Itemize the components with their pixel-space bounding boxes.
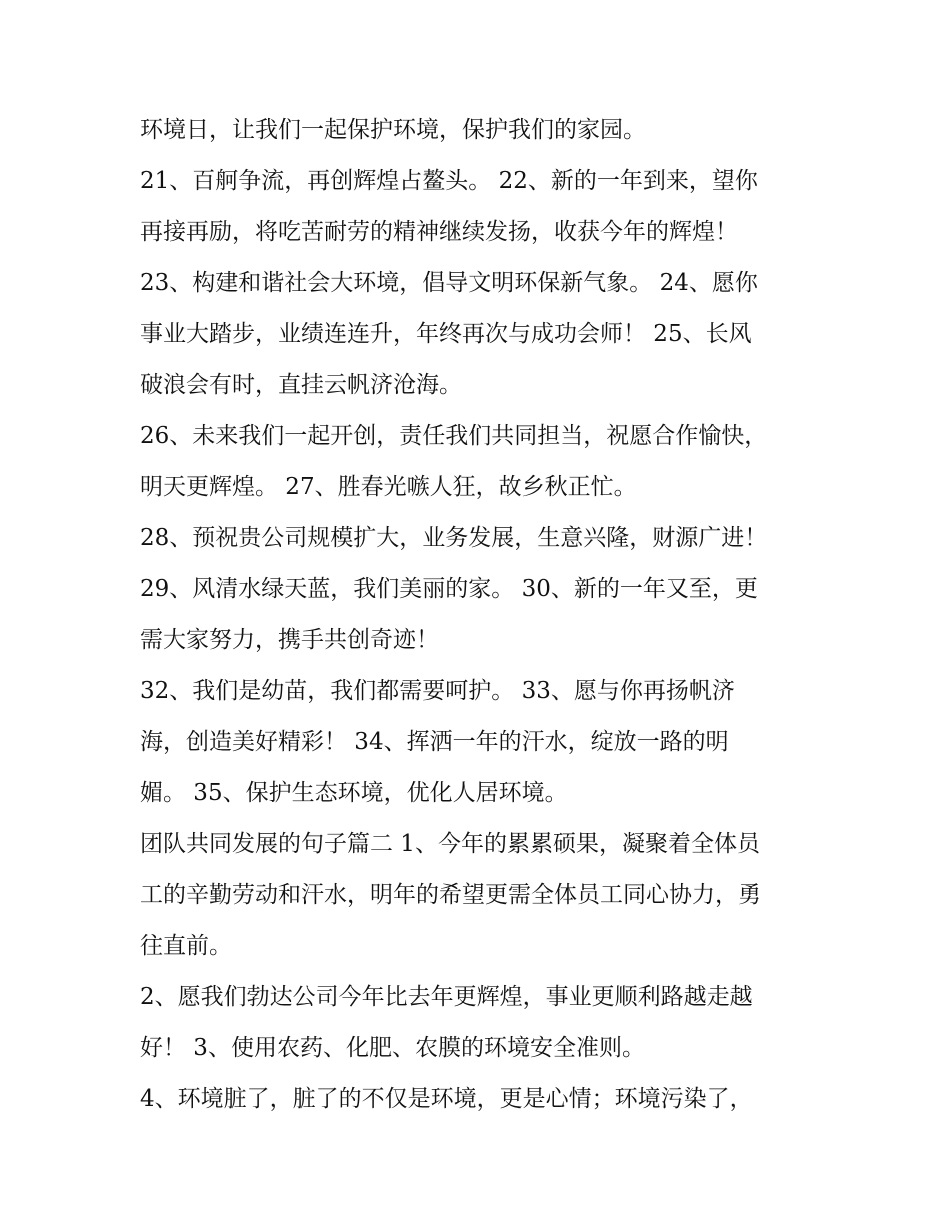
text-line: 再接再励，将吃苦耐劳的精神继续发扬，收获今年的辉煌！ xyxy=(140,219,738,245)
text-line: 28、预祝贵公司规模扩大，业务发展，生意兴隆，财源广进！ xyxy=(140,525,768,551)
text-line: 好！ 3、使用农药、化肥、农膜的环境安全准则。 xyxy=(140,1035,645,1061)
document-body xyxy=(140,105,830,1125)
text-line: 4、环境脏了，脏了的不仅是环境，更是心情；环境污染了， xyxy=(140,1086,753,1112)
text-line: 媚。 35、保护生态环境，优化人居环境。 xyxy=(140,780,568,806)
text-line: 团队共同发展的句子篇二 1、今年的累累硕果，凝聚着全体员 xyxy=(140,831,760,857)
text-line: 工的辛勤劳动和汗水，明年的希望更需全体员工同心协力，勇 xyxy=(140,882,761,908)
text-line: 事业大踏步，业绩连连升，年终再次与成功会师！ 25、长风 xyxy=(140,321,752,347)
text-line: 需大家努力，携手共创奇迹！ xyxy=(140,627,439,653)
text-line: 29、风清水绿天蓝，我们美丽的家。 30、新的一年又至，更 xyxy=(140,576,758,602)
text-line: 23、构建和谐社会大环境，倡导文明环保新气象。 24、愿你 xyxy=(140,270,758,296)
text-line: 32、我们是幼苗，我们都需要呵护。 33、愿与你再扬帆济 xyxy=(140,678,735,704)
text-line: 往直前。 xyxy=(140,933,232,959)
text-line: 破浪会有时，直挂云帆济沧海。 xyxy=(140,372,462,398)
text-line: 21、百舸争流，再创辉煌占鳌头。 22、新的一年到来，望你 xyxy=(140,168,758,194)
text-line: 26、未来我们一起开创，责任我们共同担当，祝愿合作愉快， xyxy=(140,423,768,449)
text-line: 明天更辉煌。 27、胜春光嗾人狂，故乡秋正忙。 xyxy=(140,474,637,500)
text-line: 2、愿我们勃达公司今年比去年更辉煌，事业更顺利路越走越 xyxy=(140,984,753,1010)
text-line: 海，创造美好精彩！ 34、挥洒一年的汗水，绽放一路的明 xyxy=(140,729,729,755)
text-line: 环境日，让我们一起保护环境，保护我们的家园。 xyxy=(140,117,646,143)
